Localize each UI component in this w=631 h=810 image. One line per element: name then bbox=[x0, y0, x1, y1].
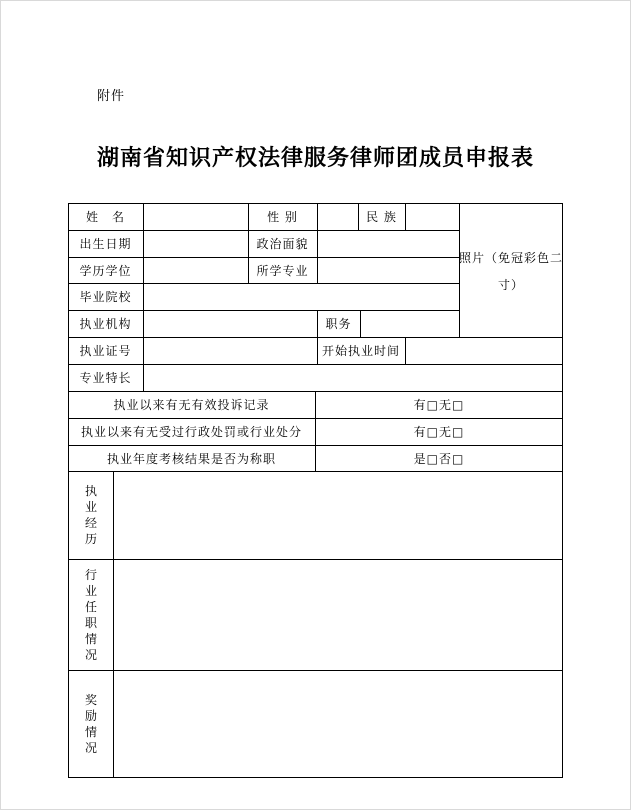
form-title: 湖南省知识产权法律服务律师团成员申报表 bbox=[96, 145, 534, 171]
attachment-label: 附件 bbox=[97, 89, 126, 104]
political-field[interactable] bbox=[318, 230, 459, 257]
education-field[interactable] bbox=[144, 257, 248, 283]
birthdate-label: 出生日期 bbox=[79, 237, 132, 251]
start-label: 开始执业时间 bbox=[321, 344, 400, 358]
experience-field[interactable] bbox=[114, 472, 562, 559]
specialty-field[interactable] bbox=[144, 364, 562, 391]
awards-label: 奖 励 情 况 bbox=[84, 693, 97, 755]
major-label: 所学专业 bbox=[256, 263, 309, 278]
industry-label: 行 业 任 职 情 况 bbox=[84, 568, 97, 662]
name-label: 姓 名 bbox=[85, 210, 125, 224]
firm-label: 执业机构 bbox=[79, 317, 132, 331]
gender-field[interactable] bbox=[318, 203, 358, 230]
application-form bbox=[68, 203, 563, 778]
complaint-choice[interactable]: 有□无□ bbox=[413, 398, 465, 412]
birthdate-field[interactable] bbox=[144, 230, 248, 257]
gender-label: 性 别 bbox=[267, 210, 298, 224]
license-field[interactable] bbox=[144, 337, 317, 364]
start-field[interactable] bbox=[406, 337, 562, 364]
ethnicity-field[interactable] bbox=[406, 203, 459, 230]
specialty-label: 专业特长 bbox=[79, 371, 132, 385]
name-field[interactable] bbox=[144, 203, 248, 230]
firm-field[interactable] bbox=[144, 310, 317, 337]
penalty-label: 执业以来有无受过行政处罚或行业处分 bbox=[80, 425, 302, 439]
position-label: 职务 bbox=[325, 317, 352, 331]
complaint-label: 执业以来有无有效投诉记录 bbox=[113, 398, 270, 412]
political-label: 政治面貌 bbox=[256, 237, 309, 251]
ethnicity-label: 民 族 bbox=[366, 210, 397, 224]
penalty-choice[interactable]: 有□无□ bbox=[413, 425, 465, 439]
industry-field[interactable] bbox=[114, 560, 562, 670]
education-label: 学历学位 bbox=[79, 263, 132, 278]
school-field[interactable] bbox=[144, 283, 459, 310]
school-label: 毕业院校 bbox=[79, 290, 132, 304]
major-field[interactable] bbox=[318, 257, 459, 283]
experience-label: 执 业 经 历 bbox=[84, 484, 97, 546]
photo-placeholder[interactable]: 照片（免冠彩色二寸） bbox=[459, 251, 564, 292]
position-field[interactable] bbox=[361, 310, 459, 337]
license-label: 执业证号 bbox=[79, 344, 132, 358]
assessment-label: 执业年度考核结果是否为称职 bbox=[106, 451, 276, 466]
assessment-choice[interactable]: 是□否□ bbox=[413, 451, 465, 466]
awards-field[interactable] bbox=[114, 671, 562, 777]
